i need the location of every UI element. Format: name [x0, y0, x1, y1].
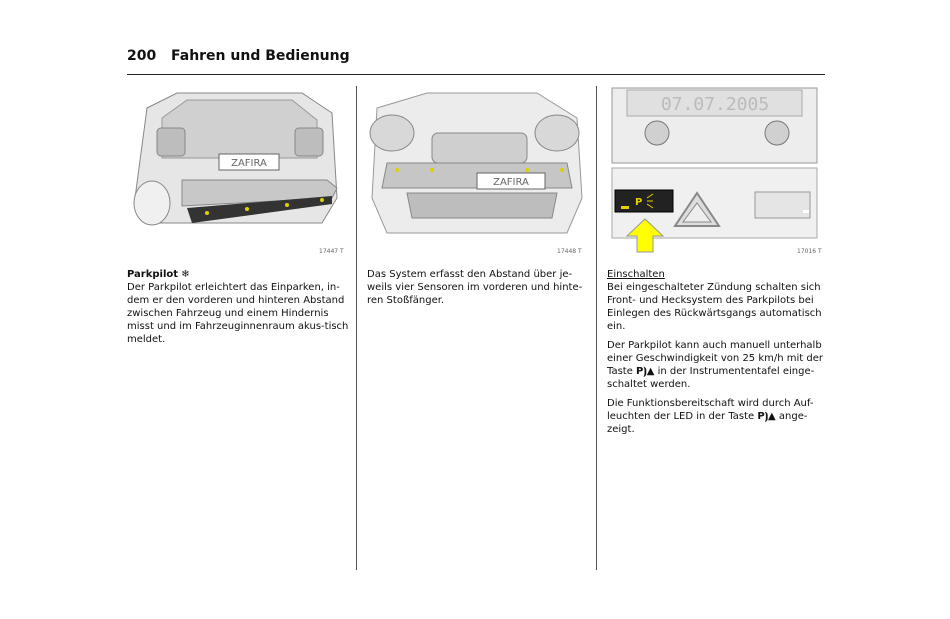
column-left: [127, 268, 353, 352]
front-bumper-figure: [367, 88, 587, 255]
body-text: ange-zeigt.: [607, 411, 808, 435]
body-text: Der Parkpilot kann auch manuell unterhalb einer Geschwindigkeit von 25 km/h mit der Taste: [607, 340, 823, 377]
parkpilot-button-label: P: [635, 197, 643, 208]
body-text: Das System erfasst den Abstand über je-weils vier Sensoren im vorderen und hinte-ren Stoßfänger.: [367, 269, 583, 306]
parkpilot-symbol-icon: P⦘▲: [636, 366, 655, 377]
figure-code: 17447 T: [319, 248, 344, 255]
instrument-panel-illustration: [607, 88, 827, 253]
svg-text:ZAFIRA: ZAFIRA: [493, 177, 529, 188]
body-text: Der Parkpilot erleichtert das Einparken, in-dem er den vorderen und hinteren Abstand zwischen Fahrzeug und einem Hindernis misst und im Fahrzeuginnenraum akus-tisch meldet.: [127, 282, 349, 345]
snowflake-icon: ❄: [181, 269, 190, 280]
section-heading: Einschalten: [607, 269, 665, 280]
column-middle: [367, 268, 593, 313]
figure-code: 17016 T: [797, 248, 822, 255]
rear-car-illustration: [127, 88, 347, 248]
column-divider: [596, 86, 597, 570]
page-header: [127, 46, 825, 75]
section-heading: Parkpilot: [127, 269, 179, 280]
front-car-illustration: [367, 88, 587, 248]
column-right: [607, 268, 833, 442]
svg-text:ZAFIRA: ZAFIRA: [231, 158, 267, 169]
parkpilot-symbol-icon: P⦘▲: [757, 411, 776, 422]
column-divider: [356, 86, 357, 570]
rear-bumper-figure: [127, 88, 347, 255]
instrument-panel-figure: [607, 88, 827, 253]
body-text: Bei eingeschalteter Zündung schalten sich Front- und Hecksystem des Parkpilots bei Einlegen des Rückwärtsgangs automatisch ein.: [607, 282, 822, 332]
body-text: Die Funktionsbereitschaft wird durch Auf-leuchten der LED in der Taste: [607, 398, 814, 422]
body-text: in der Instrumententafel einge-schaltet werden.: [607, 366, 815, 390]
clock-display: 07.07.2005: [660, 94, 770, 115]
figure-code: 17448 T: [557, 248, 582, 255]
page-number: 200: [127, 48, 157, 64]
page-title: Fahren und Bedienung: [171, 48, 350, 64]
